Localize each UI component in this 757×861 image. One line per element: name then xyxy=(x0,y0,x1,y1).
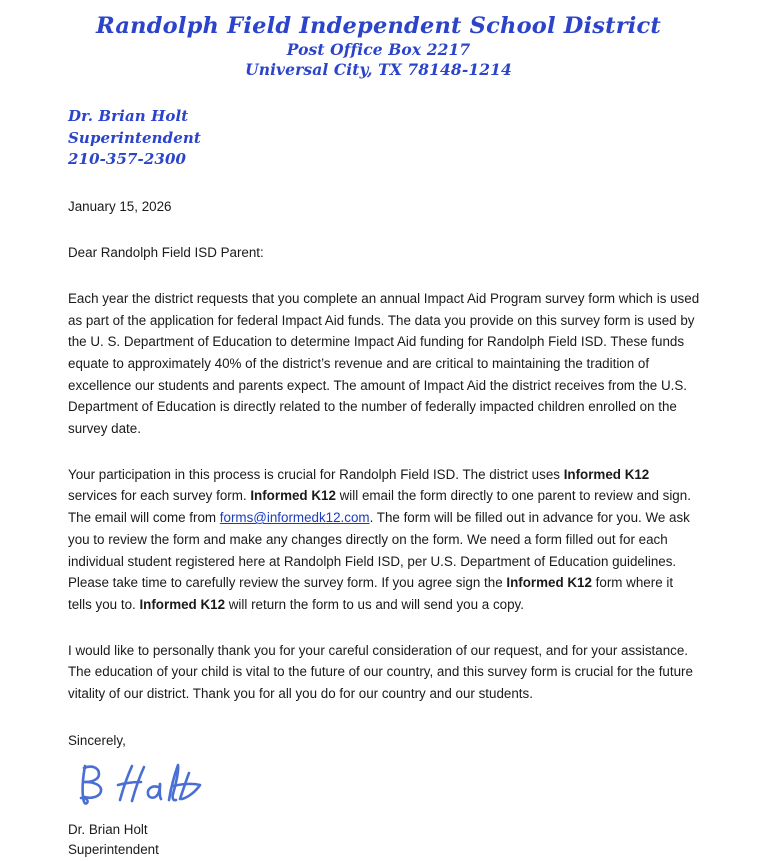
district-name: Randolph Field Independent School District xyxy=(95,13,661,39)
brand-informed-k12-2: Informed K12 xyxy=(250,488,336,504)
superintendent-name: Dr. Brian Holt xyxy=(68,107,189,126)
email-link-forms-informedk12[interactable]: forms@informedk12.com xyxy=(219,510,370,526)
letter-closing: Sincerely, xyxy=(68,732,126,748)
letter-salutation: Dear Randolph Field ISD Parent: xyxy=(68,245,264,261)
brand-informed-k12-3: Informed K12 xyxy=(506,575,592,591)
superintendent-title: Superintendent xyxy=(68,128,201,147)
district-address-line-1: Post Office Box 2217 xyxy=(286,39,471,59)
paragraph-3: I would like to personally thank you for your careful consideration of our request, and for your assistance. The education of your child is vital to the future of our country, and this survey form is crucial for the future vitality of our district. Thank you for all you do for our country and our students. xyxy=(68,642,693,702)
letter-body xyxy=(0,197,757,861)
signature-b-halt-icon xyxy=(72,758,222,818)
paragraph-2 xyxy=(68,464,700,616)
letter-date: January 15, 2026 xyxy=(68,199,172,215)
p2-segment-1: Your participation in this process is crucial for Randolph Field ISD. The district uses xyxy=(68,466,564,482)
brand-informed-k12-4: Informed K12 xyxy=(139,596,226,612)
p2-segment-3: will email the form directly to one parent to review and sign. The email will come from xyxy=(68,488,691,526)
superintendent-block xyxy=(0,106,757,170)
district-address-line-2: Universal City, TX 78148-1214 xyxy=(245,60,512,80)
paragraph-1: Each year the district requests that you complete an annual Impact Aid Program survey form which is used as part of the application for federal Impact Aid funds. The data you provide on this survey form is used by the U. S. Department of Education to determine Impact Aid funding for Randolph Field ISD. These funds equate to approximately 40% of the district’s revenue and are critical to maintaining the tradition of excellence our students and parents expect. The amount of Impact Aid the district receives from the U.S. Department of Education is directly related to the number of federally impacted children enrolled on the survey date. xyxy=(68,290,700,437)
p2-segment-4: . The form will be filled out in advance for you. We ask you to review the form and make any changes directly on the form. We need a form filled out for each individual student registered here at Randolph Field ISD, per U.S. Department of Education guidelines. Please take time to carefully review the survey form. If you agree sign the xyxy=(68,510,690,591)
p2-segment-6: will return the form to us and will send you a copy. xyxy=(225,596,524,612)
p2-segment-5: form where it tells you to. xyxy=(68,575,674,612)
superintendent-phone: 210-357-2300 xyxy=(68,149,187,168)
signature-image xyxy=(72,758,700,820)
signer-name: Dr. Brian Holt xyxy=(68,821,148,837)
brand-informed-k12-1: Informed K12 xyxy=(563,466,650,482)
letterhead xyxy=(0,0,757,81)
p2-segment-2: services for each survey form. xyxy=(68,488,251,504)
signer-title: Superintendent xyxy=(68,842,159,858)
